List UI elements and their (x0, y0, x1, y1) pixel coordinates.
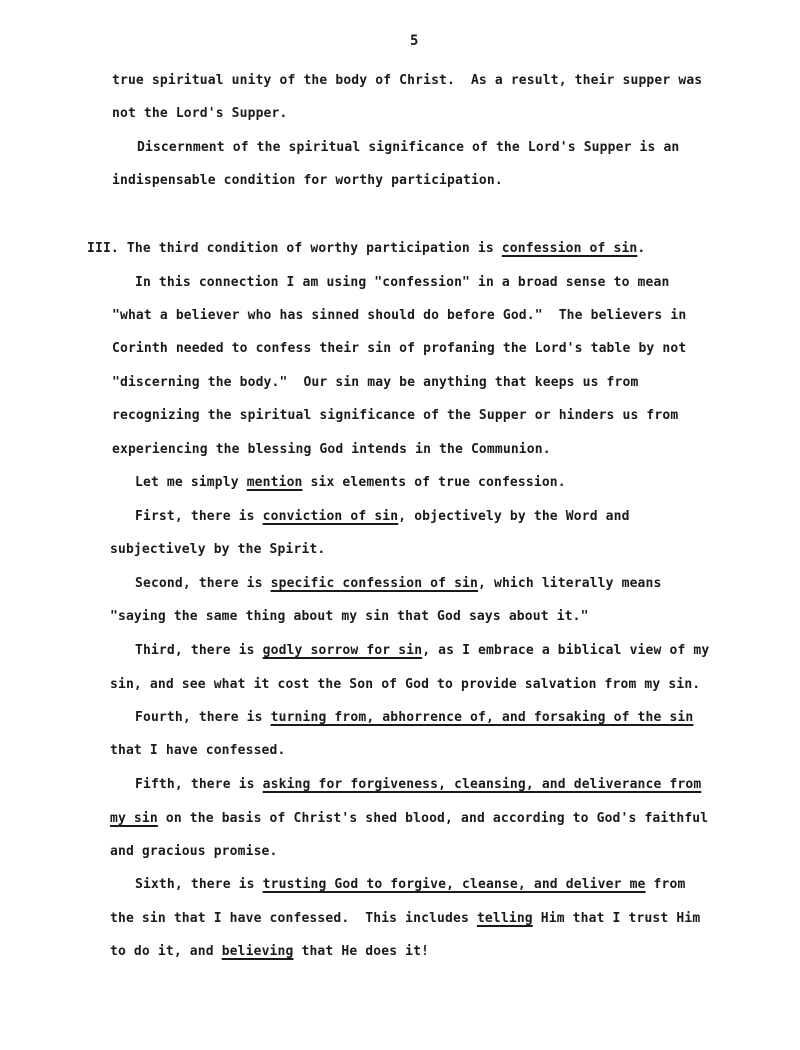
underlined-phrase: trusting God to forgive, cleanse, and deliver me (262, 877, 646, 892)
text-run: Him that I trust Him (532, 911, 701, 926)
text-run: true spiritual unity of the body of Christ. As a result, their supper was (112, 73, 703, 88)
text-line (112, 374, 638, 392)
text-run: In this connection I am using "confession" in a broad sense to mean (135, 275, 670, 290)
text-run: indispensable condition for worthy participation. (112, 173, 503, 188)
text-line (112, 307, 686, 325)
text-run: Let me simply (135, 475, 247, 490)
text-run: Third, there is (135, 643, 263, 658)
text-run: Sixth, there is (135, 877, 263, 892)
text-line (110, 742, 286, 760)
text-line (137, 139, 679, 157)
text-run: from (645, 877, 686, 892)
text-line (135, 508, 630, 526)
text-line (135, 274, 669, 292)
text-line (110, 541, 325, 559)
text-run: "discerning the body." Our sin may be anything that keeps us from (112, 375, 639, 390)
section-heading-line (87, 240, 645, 258)
underlined-phrase: godly sorrow for sin (262, 643, 423, 658)
underlined-phrase: mention (246, 475, 303, 490)
text-run: to do it, and (110, 944, 222, 959)
text-line (112, 441, 551, 459)
text-line (135, 642, 709, 660)
text-line (110, 608, 589, 626)
text-line (112, 105, 288, 123)
text-run: , objectively by the Word and (398, 509, 630, 524)
text-line (135, 709, 693, 727)
text-run: experiencing the blessing God intends in the Communion. (112, 442, 551, 457)
text-run: , which literally means (478, 576, 662, 591)
text-run: that He does it! (293, 944, 430, 959)
text-run: not the Lord's Supper. (112, 106, 288, 121)
text-run: Corinth needed to confess their sin of profaning the Lord's table by not (112, 341, 687, 356)
text-line (110, 810, 708, 828)
text-run: Discernment of the spiritual significance of the Lord's Supper is an (137, 140, 680, 155)
text-line (110, 943, 429, 961)
text-line (135, 876, 685, 894)
text-run: the sin that I have confessed. This includes (110, 911, 477, 926)
text-line (112, 172, 503, 190)
text-run: First, there is (135, 509, 263, 524)
text-run: six elements of true confession. (302, 475, 566, 490)
text-run: , as I embrace a biblical view of my (422, 643, 710, 658)
underlined-phrase: my sin (110, 811, 158, 826)
underlined-phrase: asking for forgiveness, cleansing, and deliverance from (262, 777, 702, 792)
underlined-phrase: confession of sin (501, 241, 638, 256)
text-line (110, 676, 700, 694)
text-run: sin, and see what it cost the Son of God to provide salvation from my sin. (110, 677, 701, 692)
underlined-phrase: turning from, abhorrence of, and forsaking of the sin (270, 710, 694, 725)
text-run: and gracious promise. (110, 844, 278, 859)
text-run: . (637, 241, 646, 256)
text-run: "what a believer who has sinned should do before God." The believers in (112, 308, 687, 323)
underlined-phrase: telling (476, 911, 533, 926)
text-line (110, 843, 278, 861)
text-line (135, 575, 661, 593)
text-run: Second, there is (135, 576, 271, 591)
text-run: that I have confessed. (110, 743, 286, 758)
text-run: on the basis of Christ's shed blood, and according to God's faithful (157, 811, 709, 826)
text-run: Fourth, there is (135, 710, 271, 725)
page-number: 5 (410, 33, 419, 49)
text-run: subjectively by the Spirit. (110, 542, 326, 557)
text-line (135, 474, 566, 492)
underlined-phrase: specific confession of sin (270, 576, 479, 591)
text-line (110, 910, 700, 928)
text-line (112, 72, 702, 90)
underlined-phrase: conviction of sin (262, 509, 399, 524)
text-line (112, 407, 678, 425)
text-run: "saying the same thing about my sin that God says about it." (110, 609, 589, 624)
text-line (112, 340, 686, 358)
text-run: recognizing the spiritual significance of the Supper or hinders us from (112, 408, 679, 423)
text-run: III. The third condition of worthy participation is (87, 241, 502, 256)
underlined-phrase: believing (221, 944, 294, 959)
text-line (135, 776, 701, 794)
text-run: Fifth, there is (135, 777, 263, 792)
